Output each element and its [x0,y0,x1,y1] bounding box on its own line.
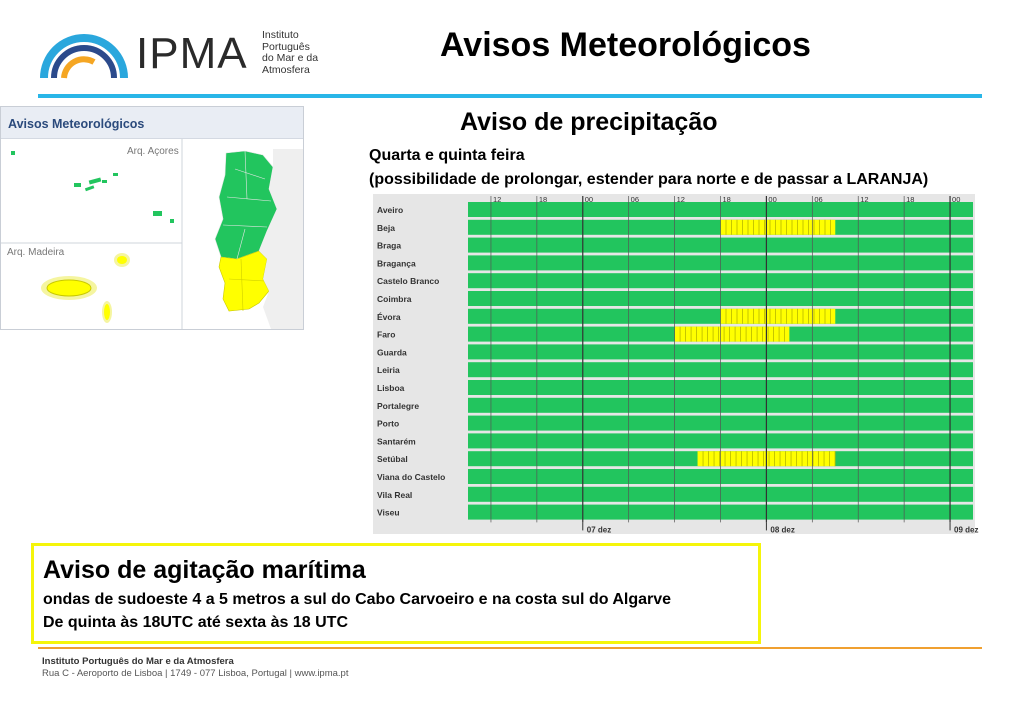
azores-islands [11,151,174,223]
day-label: 08 dez [770,525,795,535]
district-label: Faro [377,329,396,340]
day-label: 09 dez [954,525,979,535]
footer-divider [38,647,982,649]
hour-tick-label: 00 [952,195,961,204]
hour-tick-label: 06 [814,195,823,204]
district-label: Guarda [377,347,407,358]
district-label: Portalegre [377,400,420,411]
warning-bar-yellow [721,220,836,235]
hour-tick-label: 18 [722,195,731,204]
hour-tick-label: 12 [860,195,869,204]
page-title: Avisos Meteorológicos [440,26,811,64]
maritime-warning-period: De quinta às 18UTC até sexta às 18 UTC [43,614,349,631]
warning-map-panel [0,106,304,330]
district-label: Viana do Castelo [377,472,446,482]
hour-tick-label: 12 [676,195,685,204]
district-label: Vila Real [377,489,413,500]
warning-timeline-svg [373,194,979,535]
district-label: Santarém [377,436,416,447]
footer-address: Rua C - Aeroporto de Lisboa | 1749 - 077 Lisboa, Portugal | www.ipma.pt [42,668,349,679]
warning-map [1,139,303,329]
district-label: Viseu [377,507,400,518]
district-label: Porto [377,418,400,429]
warning-bar-yellow [675,327,790,342]
ipma-institute-name: Instituto Português do Mar e da Atmosfera [262,29,319,76]
precipitation-subtitle-note: (possibilidade de prolongar, estender para norte e de passar a LARANJA) [369,171,929,188]
maritime-warning-box [31,543,761,644]
hour-tick-label: 18 [538,195,548,204]
label-madeira: Arq. Madeira [7,247,65,258]
ipma-brand: IPMA [136,29,248,78]
district-label: Castelo Branco [377,276,440,287]
district-label: Lisboa [377,383,405,393]
hour-tick-label: 06 [630,195,640,204]
district-label: Coimbra [377,294,412,304]
label-azores: Arq. Açores [127,146,179,157]
ipma-logo [38,26,338,82]
district-label: Braga [377,240,402,251]
district-label: Évora [377,311,401,322]
hour-tick-label: 00 [584,195,594,204]
maritime-warning-title: Aviso de agitação marítima [43,556,366,584]
day-label: 07 dez [586,525,612,535]
warning-bar-yellow [721,309,836,324]
district-label: Aveiro [377,205,404,215]
madeira-islands [41,253,130,323]
district-label: Beja [377,222,395,233]
district-label: Bragança [377,258,416,269]
maritime-warning-description: ondas de sudoeste 4 a 5 metros a sul do Cabo Carvoeiro e na costa sul do Algarve [43,591,672,608]
footer-institute-name: Instituto Português do Mar e da Atmosfera [42,656,234,667]
hour-tick-label: 00 [768,195,777,204]
precipitation-subtitle-days: Quarta e quinta feira [369,147,525,164]
precipitation-title: Aviso de precipitação [460,108,718,136]
header-divider [38,94,982,98]
district-label: Leiria [377,365,400,376]
district-label: Setúbal [377,454,408,465]
hour-tick-label: 12 [492,195,502,204]
map-panel-title: Avisos Meteorológicos [1,107,303,139]
hour-tick-label: 18 [906,195,915,204]
ipma-arcs-icon [38,28,130,80]
precipitation-warning-chart [373,194,979,535]
